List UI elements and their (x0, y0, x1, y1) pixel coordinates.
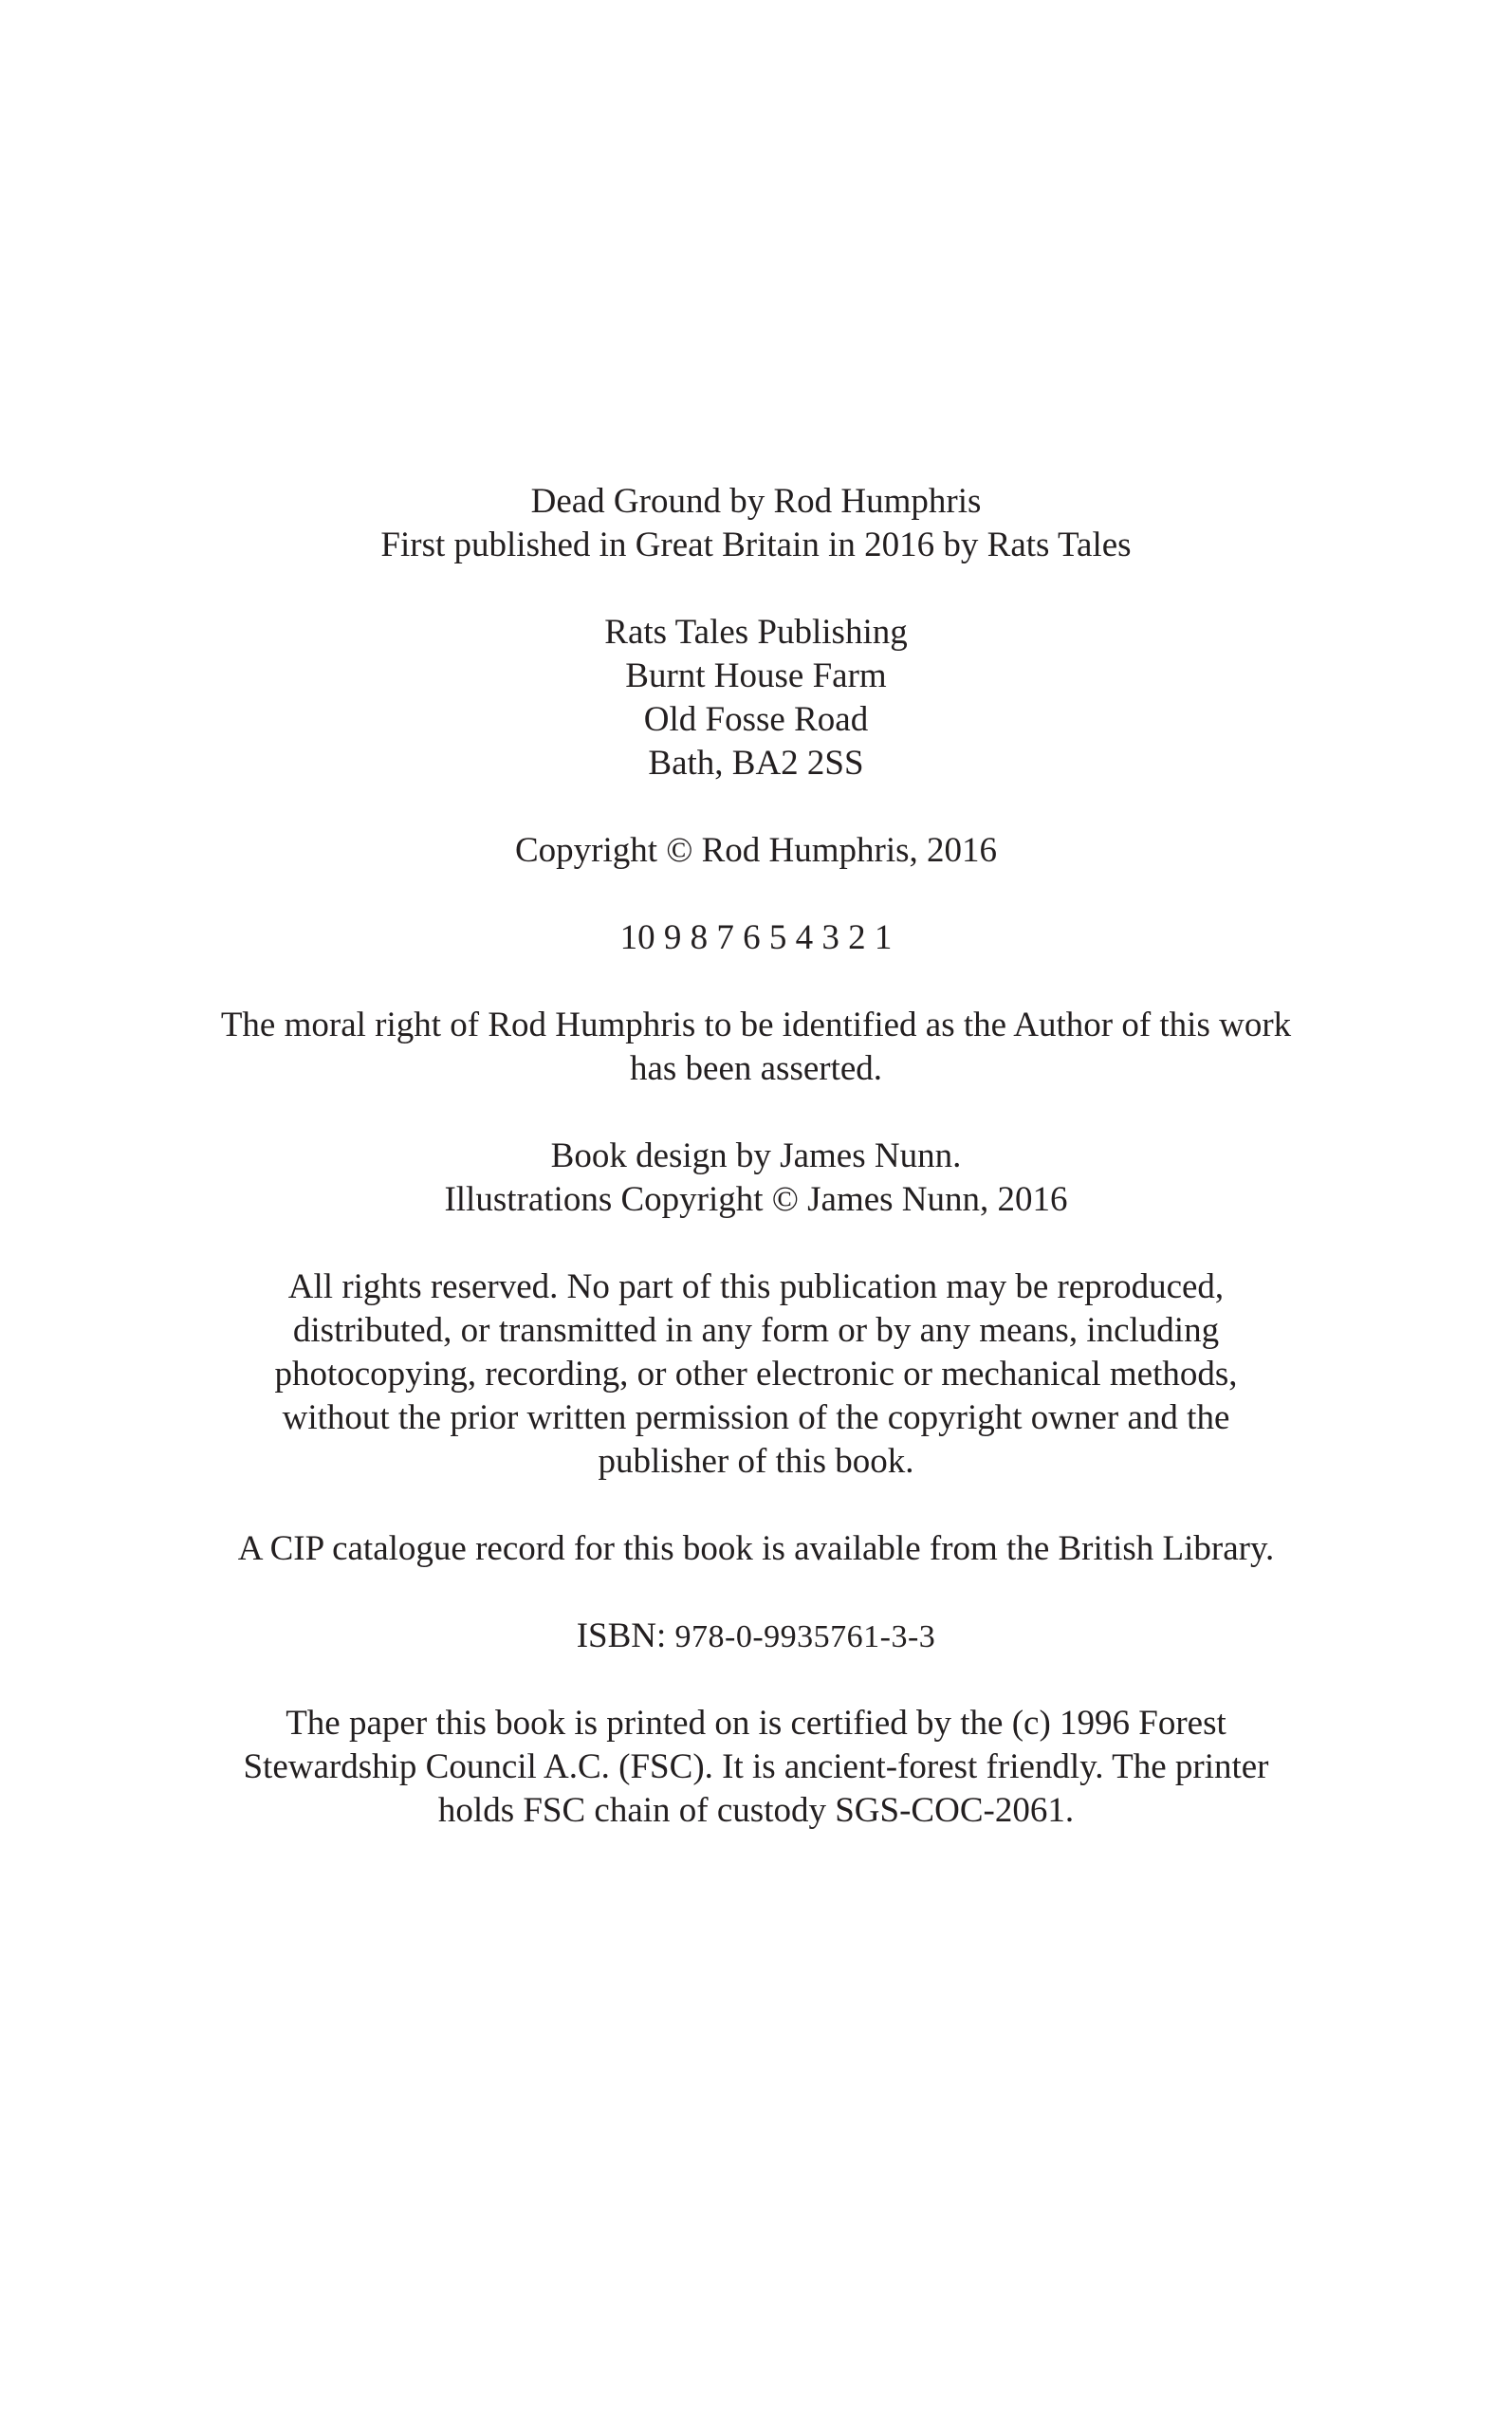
rights-line: without the prior written permission of the copyright owner and the (282, 1398, 1230, 1437)
illustration-credit-line: Illustrations Copyright © James Nunn, 2016 (444, 1180, 1068, 1219)
rights-line: distributed, or transmitted in any form or by any means, including (292, 1311, 1220, 1350)
isbn-label: ISBN: (576, 1616, 667, 1655)
printing-number-line (0, 916, 1512, 960)
title-author-line: Dead Ground by Rod Humphris (530, 482, 982, 521)
rights-line: All rights reserved. No part of this publication may be reproduced, (287, 1267, 1225, 1306)
paper-line: The paper this book is printed on is certified by the (c) 1996 Forest (286, 1704, 1226, 1743)
publisher-address (0, 611, 1512, 785)
design-credits (0, 1135, 1512, 1222)
paper-line: holds FSC chain of custody SGS-COC-2061. (437, 1791, 1075, 1830)
cip-statement (0, 1527, 1512, 1571)
design-credit-line: Book design by James Nunn. (550, 1136, 962, 1175)
isbn-line (0, 1615, 1512, 1659)
rights-reserved-statement (0, 1265, 1512, 1484)
moral-right-statement (0, 1004, 1512, 1091)
first-published-line: First published in Great Britain in 2016 by Rats Tales (380, 526, 1132, 564)
paper-certification (0, 1702, 1512, 1833)
printing-numbers: 10 9 8 7 6 5 4 3 2 1 (619, 918, 893, 957)
cip-line: A CIP catalogue record for this book is available from the British Library. (237, 1529, 1275, 1568)
rights-line: photocopying, recording, or other electronic or mechanical methods, (274, 1355, 1238, 1394)
rights-line: publisher of this book. (598, 1442, 914, 1481)
address-line: Bath, BA2 2SS (648, 744, 864, 783)
publication-info (0, 480, 1512, 567)
moral-right-line: The moral right of Rod Humphris to be identified as the Author of this work (220, 1006, 1292, 1044)
copyright-notice (0, 829, 1512, 873)
address-line: Old Fosse Road (643, 700, 869, 739)
address-line: Burnt House Farm (625, 656, 887, 695)
isbn (0, 1615, 1512, 1659)
isbn-number: 978-0-9935761-3-3 (674, 1619, 936, 1654)
copyright-line: Copyright © Rod Humphris, 2016 (514, 831, 998, 870)
paper-line: Stewardship Council A.C. (FSC). It is ancient-forest friendly. The printer (243, 1747, 1269, 1786)
address-line: Rats Tales Publishing (604, 613, 908, 652)
moral-right-line: has been asserted. (629, 1049, 883, 1088)
